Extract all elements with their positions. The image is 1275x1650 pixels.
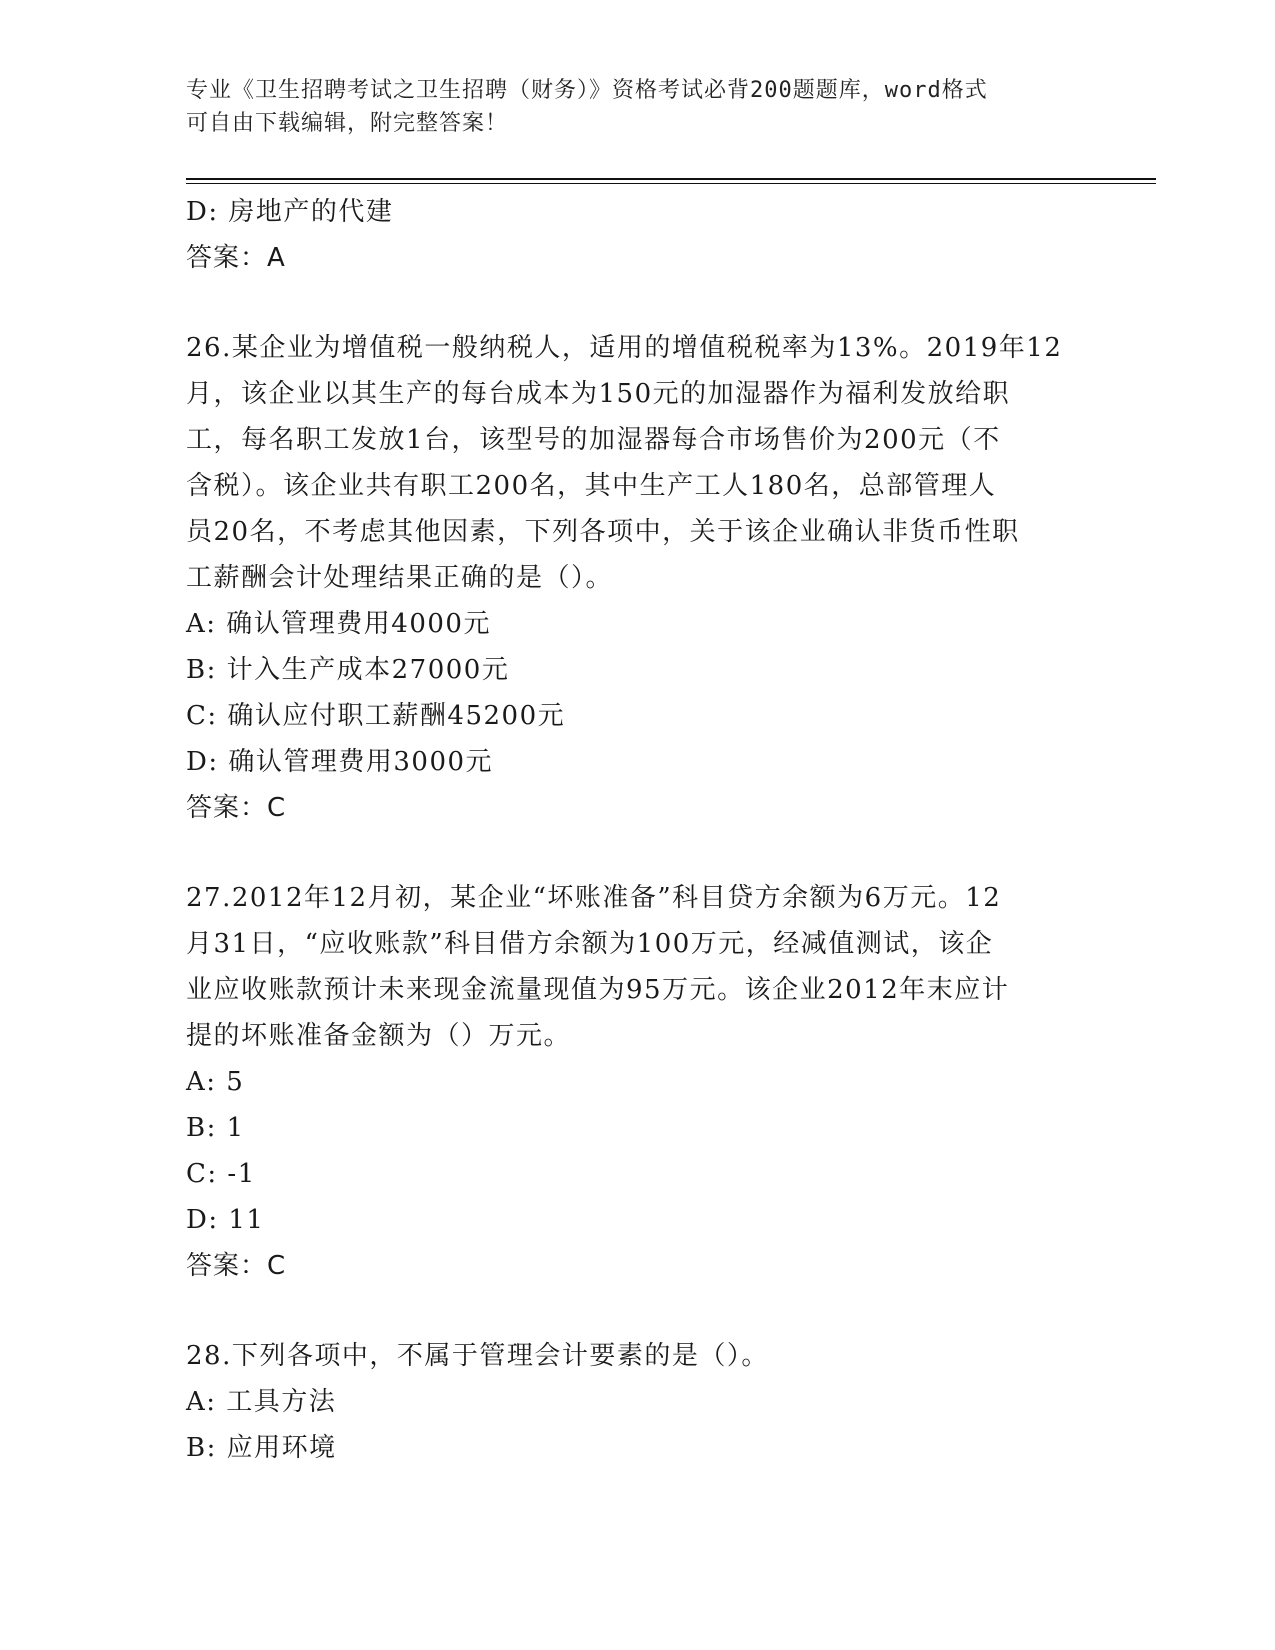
- header-divider-thin: [186, 183, 1156, 184]
- header-title-line-2: 可自由下载编辑，附完整答案！: [186, 111, 509, 136]
- question-text-line: 业应收账款预计未来现金流量现值为95万元。该企业2012年末应计: [186, 975, 1010, 1005]
- option-d: D: 房地产的代建: [186, 197, 394, 227]
- question-text-line: 工，每名职工发放1台，该型号的加湿器每合市场售价为200元（不: [186, 425, 1001, 455]
- option-a: A: 5: [186, 1067, 245, 1097]
- question-text-line: 含税）。该企业共有职工200名，其中生产工人180名，总部管理人: [186, 471, 997, 501]
- question-text-line: 员20名，不考虑其他因素，下列各项中，关于该企业确认非货币性职: [186, 517, 1020, 547]
- option-b: B: 计入生产成本27000元: [186, 655, 510, 685]
- option-a: A: 工具方法: [186, 1387, 337, 1417]
- answer-line: 答案：C: [186, 793, 287, 823]
- question-26: [186, 325, 1086, 831]
- spacer: [186, 1289, 1086, 1333]
- question-28: [186, 1333, 1086, 1471]
- question-text-line: 26.某企业为增值税一般纳税人，适用的增值税税率为13%。2019年12: [186, 333, 1063, 363]
- question-text-line: 月，该企业以其生产的每台成本为150元的加湿器作为福利发放给职: [186, 379, 1011, 409]
- question-text-line: 工薪酬会计处理结果正确的是（）。: [186, 563, 614, 593]
- spacer: [186, 831, 1086, 875]
- option-d: D: 11: [186, 1205, 265, 1235]
- question-text-line: 27.2012年12月初，某企业“坏账准备”科目贷方余额为6万元。12: [186, 883, 1002, 913]
- spacer: [186, 281, 1086, 325]
- header-divider-thick: [186, 178, 1156, 180]
- question-text-line: 提的坏账准备金额为（）万元。: [186, 1021, 572, 1051]
- option-b: B: 1: [186, 1113, 245, 1143]
- option-c: C: 确认应付职工薪酬45200元: [186, 701, 566, 731]
- document-header: [186, 74, 1086, 140]
- question-text-line: 月31日，“应收账款”科目借方余额为100万元，经减值测试，该企: [186, 929, 994, 959]
- answer-line: 答案：C: [186, 1251, 287, 1281]
- header-title-line-1: 专业《卫生招聘考试之卫生招聘（财务）》资格考试必背200题题库，word格式: [186, 78, 988, 103]
- question-27: [186, 875, 1086, 1289]
- option-a: A: 确认管理费用4000元: [186, 609, 491, 639]
- document-body: [186, 189, 1086, 1471]
- option-b: B: 应用环境: [186, 1433, 337, 1463]
- answer-line: 答案：A: [186, 243, 286, 273]
- question-text-line: 28.下列各项中，不属于管理会计要素的是（）。: [186, 1341, 769, 1371]
- option-d: D: 确认管理费用3000元: [186, 747, 494, 777]
- option-c: C: -1: [186, 1159, 256, 1189]
